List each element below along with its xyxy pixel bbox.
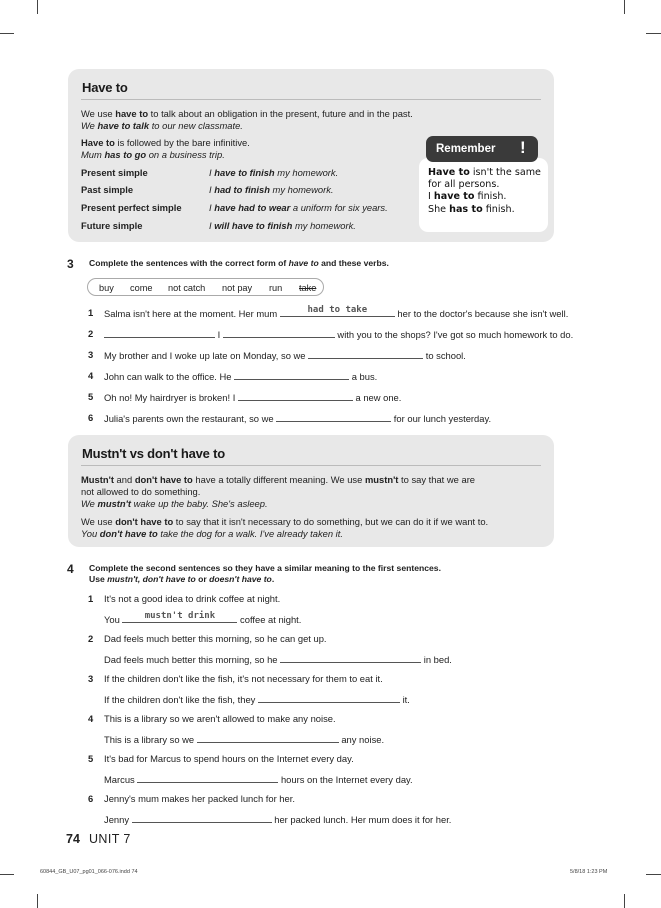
have-to-example-1: We have to talk to our new classmate. [81,120,243,131]
tense-example: I have had to wear a uniform for six years. [209,202,388,213]
answer-blank[interactable] [137,773,278,783]
word-bank-item-used: take [299,283,317,293]
answer-blank[interactable] [258,693,400,703]
item-number: 6 [88,412,94,423]
exercise-4-item-2-answer-line: Dad feels much better this morning, so he in bed. [104,654,452,665]
exercise-4-instruction: Complete the second sentences so they have a similar meaning to the first sentences. [89,563,441,573]
item-number: 1 [88,307,94,318]
have-to-title: Have to [82,80,128,95]
mustnt-rule-1: Mustn't and don't have to have a totally different meaning. We use mustn't to say that we are [81,474,476,485]
exercise-3-instruction: Complete the sentences with the correct form of have to and these verbs. [89,258,389,268]
print-slug-date: 5/8/18 1:23 PM [570,869,608,875]
exercise-4-item-3-answer-line: If the children don't like the fish, they it. [104,694,410,705]
title-divider [81,465,541,466]
item-number: 6 [88,793,94,804]
have-to-rule-1: We use have to to talk about an obligation in the present, future and in the past. [81,108,413,119]
exercise-4-item-4-prompt: This is a library so we aren't allowed to make any noise. [104,713,336,724]
exercise-3-number: 3 [67,257,74,271]
exercise-4-item-3-prompt: If the children don't like the fish, it's not necessary for them to eat it. [104,673,383,684]
exclamation-icon: ! [520,138,526,157]
exercise-4-number: 4 [67,562,74,576]
answer-blank[interactable] [234,370,349,380]
item-number: 3 [88,349,94,360]
exercise-3-item-4: John can walk to the office. He a bus. [104,371,378,382]
dont-have-to-rule: We use don't have to to say that it isn't necessary to do something, but we can do it if we want to. [81,516,489,527]
have-to-example-2: Mum has to go on a business trip. [81,149,225,160]
exercise-4-item-5-prompt: It's bad for Marcus to spend hours on the Internet every day. [104,753,354,764]
exercise-4-item-4-answer-line: This is a library so we any noise. [104,734,385,745]
exercise-4-item-1-prompt: It's not a good idea to drink coffee at night. [104,593,281,604]
remember-line: for all persons. [428,179,500,191]
tense-example: I have to finish my homework. [209,167,339,178]
exercise-3-item-3: My brother and I woke up late on Monday, so we to school. [104,350,466,361]
exercise-4-item-2-prompt: Dad feels much better this morning, so he can get up. [104,633,327,644]
crop-mark [646,874,661,875]
answer-blank[interactable] [280,307,395,317]
answer-blank[interactable] [280,653,421,663]
word-bank-item: come [130,283,153,293]
item-number: 5 [88,391,94,402]
tense-name: Future simple [81,220,143,231]
tense-name: Present simple [81,167,148,178]
answer-blank[interactable] [197,733,339,743]
unit-label: UNIT 7 [89,832,131,846]
crop-mark [0,33,14,34]
answer-blank[interactable] [122,613,237,623]
dont-have-to-example: You don't have to take the dog for a walk. I've already taken it. [81,528,343,539]
word-bank-item: buy [99,283,114,293]
exercise-4-item-1-answer-line: You mustn't drink coffee at night. [104,611,302,625]
exercise-3-item-1: Salma isn't here at the moment. Her mum had to take her to the doctor's because she isn't well. [104,305,569,319]
mustnt-title: Mustn't vs don't have to [82,446,225,461]
item-number: 1 [88,593,94,604]
tense-example: I will have to finish my homework. [209,220,356,231]
title-divider [81,99,541,100]
answer-blank[interactable] [223,328,335,338]
mustnt-rule-1-cont: not allowed to do something. [81,486,201,497]
item-number: 4 [88,713,94,724]
remember-body [419,158,548,232]
exercise-3-item-2: I with you to the shops? I've got so much homework to do. [104,328,573,340]
page-number: 74 [66,832,80,846]
answer-blank[interactable] [104,328,215,338]
mustnt-example: We mustn't wake up the baby. She's asleep. [81,498,268,509]
crop-mark [624,0,625,14]
remember-line: She has to finish. [428,203,515,215]
answer-blank[interactable] [132,813,272,823]
tense-name: Present perfect simple [81,202,182,213]
word-box [87,278,324,296]
remember-line: Have to isn't the same [428,167,541,178]
exercise-3-item-5: Oh no! My hairdryer is broken! I a new one. [104,392,402,403]
item-number: 2 [88,328,94,339]
answer-blank[interactable] [238,391,353,401]
answer-blank[interactable] [276,412,391,422]
crop-mark [0,874,14,875]
handwritten-answer: mustn't drink [144,611,216,621]
item-number: 4 [88,370,94,381]
exercise-3-item-6: Julia's parents own the restaurant, so we for our lunch yesterday. [104,413,492,424]
item-number: 2 [88,633,94,644]
remember-line: I have to finish. [428,191,507,203]
have-to-rule-2: Have to is followed by the bare infinitive. [81,137,250,148]
crop-mark [37,0,38,14]
exercise-4-instruction-line-2: Use mustn't, don't have to or doesn't have to. [89,574,275,584]
exercise-4-item-6-answer-line: Jenny her packed lunch. Her mum does it for her. [104,814,452,825]
answer-blank[interactable] [308,349,423,359]
exercise-4-item-6-prompt: Jenny's mum makes her packed lunch for her. [104,793,295,804]
word-bank-item: not pay [222,283,253,293]
word-bank-item: not catch [168,283,206,293]
tense-name: Past simple [81,184,134,195]
remember-label: Remember ! [426,136,538,162]
word-bank-item: run [269,283,283,293]
item-number: 5 [88,753,94,764]
crop-mark [646,33,661,34]
print-slug-file: 60844_GB_U07_pg01_066-076.indd 74 [40,869,138,875]
tense-example: I had to finish my homework. [209,184,334,195]
crop-mark [624,894,625,908]
handwritten-answer: had to take [307,305,368,315]
remember-note [419,134,548,232]
item-number: 3 [88,673,94,684]
crop-mark [37,894,38,908]
exercise-4-item-5-answer-line: Marcus hours on the Internet every day. [104,774,413,785]
